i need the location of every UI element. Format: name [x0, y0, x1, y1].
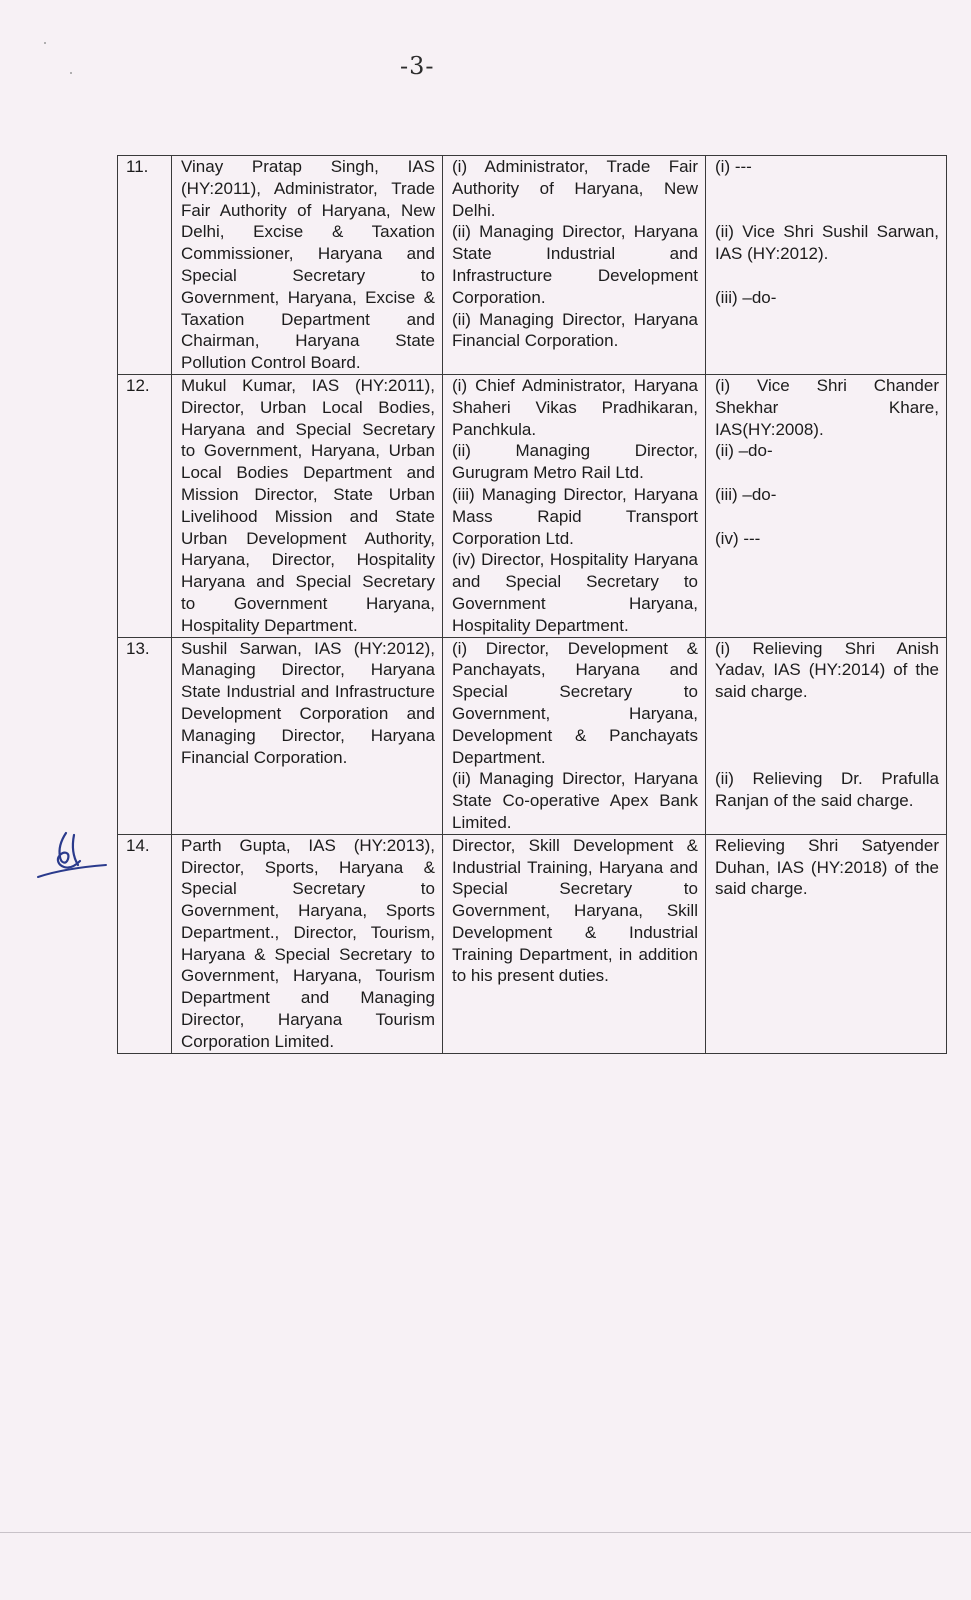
vice-item: (i) Vice Shri Chander Shekhar Khare, IAS(HY:2008). [715, 375, 939, 439]
officer-text: Sushil Sarwan, IAS (HY:2012), Managing Director, Haryana State Industrial and Infrastructure Development Corporation and Managing Director, Haryana Financial Corporation. [181, 638, 435, 767]
posting-item: (ii) Managing Director, Gurugram Metro Rail Ltd. [452, 441, 698, 483]
vice-item: (ii) Vice Shri Sushil Sarwan, IAS (HY:2012). [715, 222, 939, 264]
posting-item: (ii) Managing Director, Haryana State Co-operative Apex Bank Limited. [452, 769, 698, 832]
serial-number: 11. [118, 156, 172, 375]
posting-orders-table [117, 155, 947, 1054]
new-posting [443, 374, 706, 637]
officer-details [172, 637, 443, 834]
serial-number: 12. [118, 374, 172, 637]
vice-remarks [706, 834, 947, 1053]
serial-number: 14. [118, 834, 172, 1053]
posting-item: (ii) Managing Director, Haryana State Industrial and Infrastructure Development Corporation. [452, 222, 698, 307]
vice-remarks [706, 374, 947, 637]
new-posting [443, 834, 706, 1053]
posting-item: (i) Director, Development & Panchayats, Haryana and Special Secretary to Government, Haryana, Development & Panchayats Department. [452, 638, 698, 767]
spacer [715, 506, 939, 528]
spacer [715, 462, 939, 484]
paper-speck [44, 42, 46, 44]
posting-item: (iv) Director, Hospitality Haryana and Special Secretary to Government Haryana, Hospitality Department. [452, 550, 698, 635]
vice-item: (i) --- [715, 157, 752, 176]
vice-item: Relieving Shri Satyender Duhan, IAS (HY:2018) of the said charge. [715, 835, 939, 899]
page-number: -3- [400, 52, 435, 80]
vice-item: (iii) –do- [715, 484, 777, 504]
handwritten-initials [36, 825, 108, 885]
paper-speck [70, 72, 72, 74]
table-row [118, 156, 947, 375]
spacer [715, 703, 939, 747]
vice-item: (iv) --- [715, 528, 761, 548]
posting-item: (i) Chief Administrator, Haryana Shaheri Vikas Pradhikaran, Panchkula. [452, 375, 698, 439]
officer-text: Vinay Pratap Singh, IAS (HY:2011), Administrator, Trade Fair Authority of Haryana, New Delhi, Excise & Taxation Commissioner, Haryana and Special Secretary to Government, Haryana, Excise & Taxation Department and Chairman, Haryana State Pollution Control Board. [181, 157, 435, 373]
vice-item: (ii) –do- [715, 441, 773, 461]
officer-text: Mukul Kumar, IAS (HY:2011), Director, Urban Local Bodies, Haryana and Special Secretary to Government, Haryana, Urban Local Bodies Department and Mission Director, State Urban Livelihood Mission and State Urban Development Authority, Haryana, Director, Hospitality Haryana and Special Secretary to Government Haryana, Hospitality Department. [181, 375, 435, 635]
page-bottom-rule [0, 1532, 971, 1533]
new-posting [443, 637, 706, 834]
table-row [118, 637, 947, 834]
posting-item: (ii) Managing Director, Haryana Financial Corporation. [452, 309, 698, 351]
vice-remarks [706, 637, 947, 834]
vice-item: (iii) –do- [715, 287, 777, 307]
serial-number: 13. [118, 637, 172, 834]
table-row [118, 834, 947, 1053]
posting-item: (iii) Managing Director, Haryana Mass Rapid Transport Corporation Ltd. [452, 484, 698, 548]
table-row [118, 374, 947, 637]
spacer [715, 178, 939, 222]
officer-details [172, 834, 443, 1053]
posting-item: (i) Administrator, Trade Fair Authority of Haryana, New Delhi. [452, 157, 698, 220]
vice-item: (i) Relieving Shri Anish Yadav, IAS (HY:2014) of the said charge. [715, 638, 939, 702]
posting-item: Director, Skill Development & Industrial Training, Haryana and Special Secretary to Government, Haryana, Skill Development & Industrial Training Department, in addition to his present duties. [452, 835, 698, 986]
officer-text: Parth Gupta, IAS (HY:2013), Director, Sports, Haryana & Special Secretary to Government, Haryana, Sports Department., Director, Tourism, Haryana & Special Secretary to Government, Haryana, Tourism Department and Managing Director, Haryana Tourism Corporation Limited. [181, 835, 435, 1051]
new-posting [443, 156, 706, 375]
spacer [715, 265, 939, 287]
officer-details [172, 374, 443, 637]
vice-item: (ii) Relieving Dr. Prafulla Ranjan of the said charge. [715, 769, 939, 811]
officer-details [172, 156, 443, 375]
spacer [715, 747, 939, 769]
vice-remarks [706, 156, 947, 375]
